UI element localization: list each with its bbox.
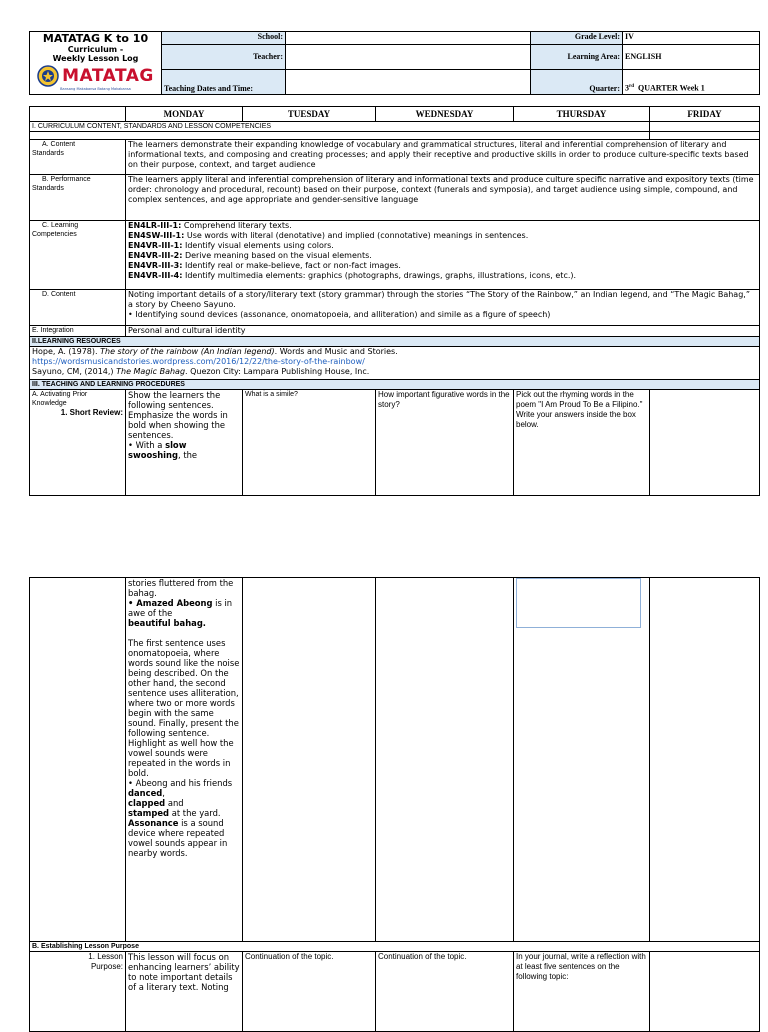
purpose-wednesday: Continuation of the topic. bbox=[376, 952, 514, 1032]
activating-wednesday: How important figurative words in the story? bbox=[376, 390, 514, 496]
dates-label: Teaching Dates and Time: bbox=[162, 70, 286, 95]
matatag-logo bbox=[31, 65, 160, 87]
performance-standards-row bbox=[30, 175, 760, 221]
purpose-monday: This lesson will focus on enhancing learners’ ability to note important details of a literary text. Noting bbox=[126, 952, 243, 1032]
competencies-label: C. Learning Competencies bbox=[30, 221, 126, 290]
activating-friday bbox=[650, 390, 760, 496]
quarter-suffix: rd bbox=[629, 84, 634, 90]
content-standards-row bbox=[30, 140, 760, 175]
competency-item: EN4VR-III-4: Identify multimedia elements: graphics (photographs, drawings, graphs, illustrations, icons, etc.). bbox=[128, 271, 577, 280]
grade-value[interactable]: IV bbox=[623, 32, 760, 45]
activating-wednesday-continued bbox=[376, 578, 514, 942]
quarter-label: Quarter: bbox=[531, 70, 623, 95]
activating-row bbox=[30, 390, 760, 496]
reference-link[interactable]: https://wordsmusicandstories.wordpress.com/2016/12/22/the-story-of-the-rainbow/ bbox=[32, 357, 365, 366]
activating-label: A. Activating Prior Knowledge 1. Short Review: bbox=[30, 390, 126, 496]
quarter-value[interactable] bbox=[623, 70, 760, 95]
day-tuesday: TUESDAY bbox=[243, 107, 376, 122]
resources-row bbox=[30, 347, 760, 380]
area-label: Learning Area: bbox=[531, 45, 623, 70]
content-text: Noting important details of a story/literary text (story grammar) through the stories “The Story of the Rainbow,” an Indian legend, and “The Magic Bahag,” a story by Cheeno Sayuno. • Identifying sound devices (assonance, onomatopoeia, and alliteration) and simile as a figure of speech) bbox=[126, 290, 760, 326]
section-3-title: III. TEACHING AND LEARNING PROCEDURES bbox=[30, 380, 760, 390]
activating-thursday: Pick out the rhyming words in the poem "I Am Proud To Be a Filipino." Write your answers inside the box below. bbox=[514, 390, 650, 496]
purpose-row bbox=[30, 952, 760, 1032]
dates-value[interactable] bbox=[286, 70, 531, 95]
quarter-text: QUARTER Week 1 bbox=[638, 84, 705, 93]
section-1-title: I. CURRICULUM CONTENT, STANDARDS AND LESSON COMPETENCIES bbox=[30, 122, 650, 132]
day-friday: FRIDAY bbox=[650, 107, 760, 122]
integration-label: E. Integration bbox=[30, 326, 126, 337]
content-standards-text: The learners demonstrate their expanding knowledge of vocabulary and grammatical structures, literal and inferential comprehension of literary and informational texts, and composing and creating processes; and apply their receptive and productive skills in order to produce culture-specific texts based on their purpose, context, and target audience bbox=[126, 140, 760, 175]
weekly-log-table bbox=[29, 106, 760, 496]
brand-subtitle-2: Weekly Lesson Log bbox=[52, 54, 139, 63]
competencies-list bbox=[126, 221, 760, 290]
activating-tuesday: What is a simile? bbox=[243, 390, 376, 496]
purpose-label: 1. Lesson Purpose: bbox=[30, 952, 126, 1032]
activating-monday: Show the learners the following sentences. Emphasize the words in bold when showing the sentences. • With a slow swooshing, the bbox=[126, 390, 243, 496]
brand-title: MATATAG K to 10 bbox=[42, 32, 149, 45]
integration-text: Personal and cultural identity bbox=[126, 326, 760, 337]
content-label: D. Content bbox=[30, 290, 126, 326]
purpose-tuesday: Continuation of the topic. bbox=[243, 952, 376, 1032]
lesson-log-page-1 bbox=[29, 31, 759, 496]
brand-cell bbox=[30, 32, 162, 95]
purpose-thursday: In your journal, write a reflection with at least five sentences on the following topic: bbox=[514, 952, 650, 1032]
competency-item: EN4VR-III-1: Identify visual elements using colors. bbox=[128, 241, 334, 250]
answer-box[interactable] bbox=[516, 578, 641, 628]
competency-item: EN4LR-III-1: Comprehend literary texts. bbox=[128, 221, 292, 230]
purpose-friday bbox=[650, 952, 760, 1032]
lesson-log-page-2 bbox=[29, 577, 759, 1032]
performance-standards-label: B. Performance Standards bbox=[30, 175, 126, 221]
weekly-log-table-continued bbox=[29, 577, 760, 1032]
activating-thursday-continued bbox=[514, 578, 650, 942]
activating-tuesday-continued bbox=[243, 578, 376, 942]
school-label: School: bbox=[162, 32, 286, 45]
performance-standards-text: The learners apply literal and inferential comprehension of literary and informational texts and produce culture specific narrative and expository texts (time order: chronology and procedural, recount) based on their purpose, context (funerals and symposia), and target audience using simple, compound, and complex sentences, and age appropriate and gender-sensitive language bbox=[126, 175, 760, 221]
day-thursday: THURSDAY bbox=[514, 107, 650, 122]
competencies-row bbox=[30, 221, 760, 290]
teacher-label: Teacher: bbox=[162, 45, 286, 70]
integration-row bbox=[30, 326, 760, 337]
content-standards-label: A. Content Standards bbox=[30, 140, 126, 175]
activating-friday-continued bbox=[650, 578, 760, 942]
quarter-number: 3 bbox=[625, 84, 629, 93]
logo-tagline: Bansang Makabansa Batang Makabansa bbox=[60, 87, 131, 91]
purpose-title: B. Establishing Lesson Purpose bbox=[30, 942, 760, 952]
logo-text: MATATAG bbox=[62, 66, 154, 86]
day-monday: MONDAY bbox=[126, 107, 243, 122]
competency-item: EN4VR-III-2: Derive meaning based on the visual elements. bbox=[128, 251, 372, 260]
competency-item: EN4SW-III-1: Use words with literal (denotative) and implied (connotative) meanings in sentences. bbox=[128, 231, 529, 240]
teacher-value[interactable] bbox=[286, 45, 531, 70]
activating-continued-label bbox=[30, 578, 126, 942]
competency-item: EN4VR-III-3: Identify real or make-believe, fact or non-fact images. bbox=[128, 261, 401, 270]
brand-subtitle-1: Curriculum - bbox=[67, 45, 124, 54]
content-row bbox=[30, 290, 760, 326]
day-wednesday: WEDNESDAY bbox=[376, 107, 514, 122]
grade-label: Grade Level: bbox=[531, 32, 623, 45]
day-header-row bbox=[30, 107, 760, 122]
deped-seal-icon bbox=[37, 65, 59, 87]
reference-hope: Hope, A. (1978). The story of the rainbow (An Indian legend). Words and Music and Stories. bbox=[32, 347, 398, 356]
resources-list bbox=[30, 347, 760, 380]
header-table bbox=[29, 31, 760, 95]
section-2-title: II.LEARNING RESOURCES bbox=[30, 337, 760, 347]
activating-continued-row bbox=[30, 578, 760, 942]
area-value[interactable]: ENGLISH bbox=[623, 45, 760, 70]
school-value[interactable] bbox=[286, 32, 531, 45]
reference-sayuno: Sayuno, CM, (2014,) The Magic Bahag. Quezon City: Lampara Publishing House, Inc. bbox=[32, 367, 370, 376]
activating-monday-continued: stories fluttered from the bahag. • Amazed Abeong is in awe of the beautiful bahag. The first sentence uses onomatopoeia, where words sound like the noise being described. On the other hand, the second sentence uses alliteration, where two or more words begin with the same sound. Finally, present the following sentence. Highlight as well how the vowel sounds were repeated in the words in bold. • Abeong and his friends danced, clapped and stamped at the yard. Assonance is a sound device where repeated vowel sounds appear in nearby words. bbox=[126, 578, 243, 942]
